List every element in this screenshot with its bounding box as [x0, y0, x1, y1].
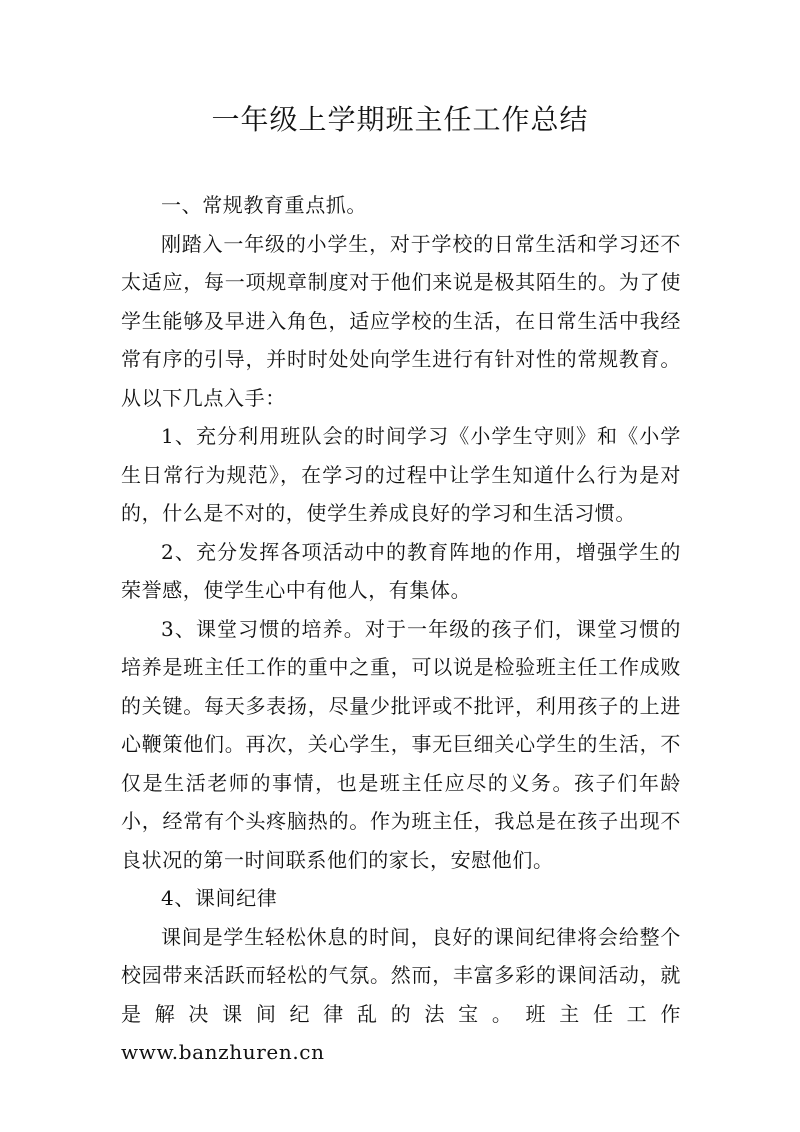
paragraph-break-discipline: 课间是学生轻松休息的时间，良好的课间纪律将会给整个校园带来活跃而轻松的气氛。然而，丰富多彩的课间活动，就是解决课间纪律乱的法宝。班主任工作 www.banzhuren.cn	[121, 924, 681, 1064]
document-title: 一年级上学期班主任工作总结	[211, 103, 589, 136]
document-body	[121, 186, 681, 1072]
paragraph-point-4-heading: 4、课间纪律	[161, 886, 278, 910]
section-heading-routine-education: 一、常规教育重点抓。	[161, 193, 367, 217]
paragraph-point-2: 2、充分发挥各项活动中的教育阵地的作用，增强学生的荣誉感，使学生心中有他人，有集体。	[121, 539, 681, 602]
paragraph-intro: 刚踏入一年级的小学生，对于学校的日常生活和学习还不太适应，每一项规章制度对于他们来说是极其陌生的。为了使学生能够及早进入角色，适应学校的生活，在日常生活中我经常有序的引导，并时时处处向学生进行有针对性的常规教育。从以下几点入手：	[121, 231, 681, 410]
paragraph-point-3: 3、课堂习惯的培养。对于一年级的孩子们，课堂习惯的培养是班主任工作的重中之重，可以说是检验班主任工作成败的关键。每天多表扬，尽量少批评或不批评，利用孩子的上进心鞭策他们。再次，关心学生，事无巨细关心学生的生活，不仅是生活老师的事情，也是班主任应尽的义务。孩子们年龄小，经常有个头疼脑热的。作为班主任，我总是在孩子出现不良状况的第一时间联系他们的家长，安慰他们。	[121, 616, 681, 872]
paragraph-point-1: 1、充分利用班队会的时间学习《小学生守则》和《小学生日常行为规范》，在学习的过程中让学生知道什么行为是对的，什么是不对的，使学生养成良好的学习和生活习惯。	[121, 424, 681, 525]
